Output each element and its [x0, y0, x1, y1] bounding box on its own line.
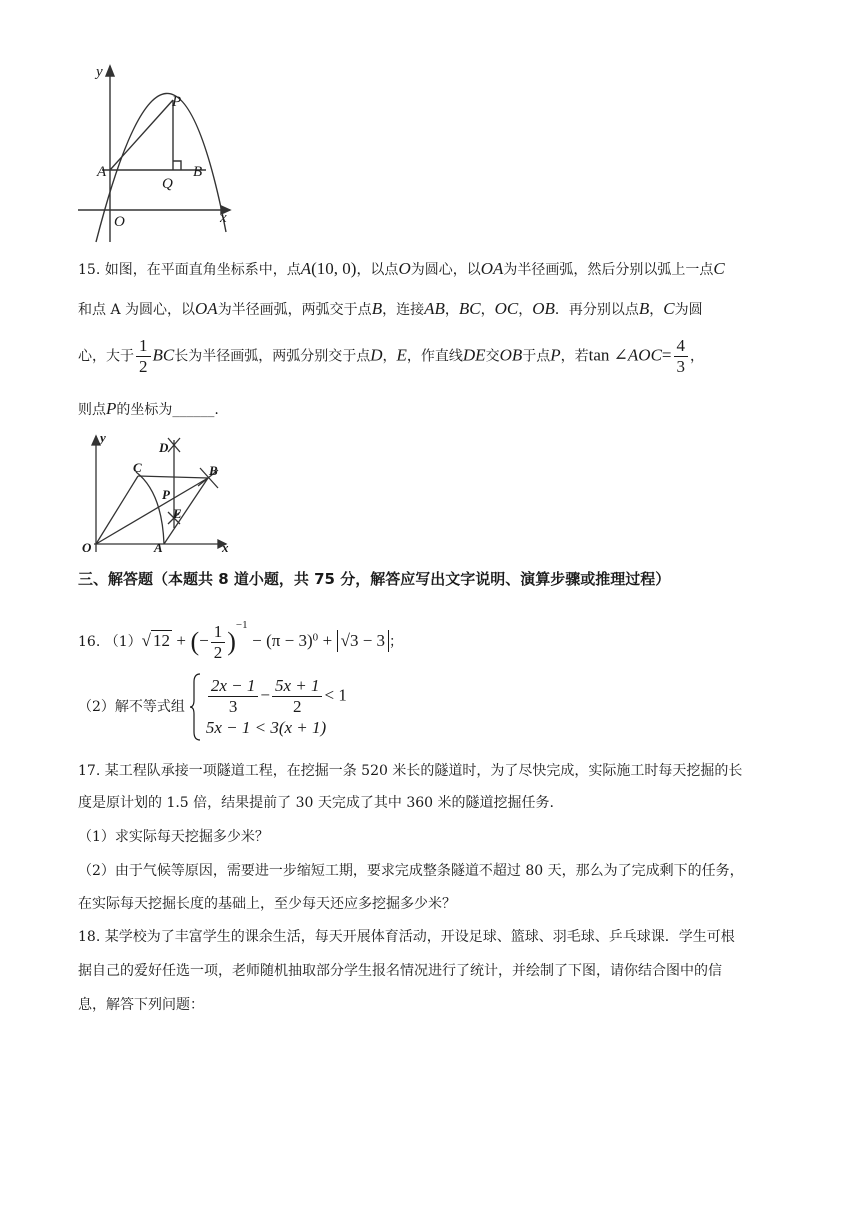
- construction-figure: [76, 428, 241, 556]
- q17-line2: 度是原计划的 1.5 倍，结果提前了 30 天完成了其中 360 米的隧道挖掘任务.: [78, 795, 554, 811]
- fig1-label-q: Q: [162, 176, 173, 192]
- fig1-label-a: A: [97, 164, 107, 180]
- q15-line3: 心，大于 $\frac{1}{2}$ BC长为半径画弧，两弧分别交于点D，E，作直线DE交OB于点P，若tan ∠AOC= $\frac{4}{3}$ ，: [78, 336, 704, 376]
- fig1-label-b: B: [193, 164, 203, 180]
- q17-part2-line1: （2）由于气候等原因，需要进一步缩短工期，要求完成整条隧道不超过 80 天，那么为了完成剩下的任务，: [78, 863, 744, 879]
- fig2-label-p: P: [162, 487, 170, 502]
- fig2-label-d: D: [159, 440, 169, 455]
- q15-line1: 15. 如图，在平面直角坐标系中，点A(10, 0)，以点O为圆心，以OA为半径画弧，然后分别以弧上一点C: [78, 259, 725, 278]
- q18-line2: 据自己的爱好任选一项，老师随机抽取部分学生报名情况进行了统计，并绘制了下图，请你结合图中的信: [78, 963, 722, 979]
- section-heading: 三、解答题（本题共 8 道小题，共 75 分，解答应写出文字说明、演算步骤或推理过程）: [78, 570, 671, 588]
- fig2-label-y: y: [100, 430, 106, 445]
- fig1-label-p: P: [172, 94, 182, 110]
- q16-part1: 16. （1）√ 12 + (− $\frac{1}{2}$ )$^{-1} - (\pi - 3)^0 + √3 - 3$ ；: [78, 619, 404, 662]
- q18-line1: 18. 某学校为了丰富学生的课余生活，每天开展体育活动，开设足球、篮球、羽毛球、乒乓球课．学生可根: [78, 929, 735, 945]
- fig1-label-x: x: [220, 210, 227, 226]
- q17-part2-line2: 在实际每天挖掘长度的基础上，至少每天还应多挖掘多少米？: [78, 896, 456, 912]
- fig2-label-x: x: [222, 540, 229, 555]
- parabola-figure: [70, 60, 240, 245]
- system-brace: [189, 672, 201, 742]
- q16-part2: （2）解不等式组 $\frac{2x - 1}{3}$ − $\frac{5x + 1}{2}$ < 1 5x − 1 < 3(x + 1): [78, 672, 778, 742]
- q18-line3: 息，解答下列问题：: [78, 997, 204, 1013]
- fig2-label-c: C: [133, 460, 142, 475]
- q17-part1: （1）求实际每天挖掘多少米？: [78, 829, 269, 845]
- fig2-label-b: B: [209, 463, 218, 478]
- fig1-label-o: O: [114, 214, 125, 230]
- fig1-label-y: y: [96, 64, 103, 80]
- fig2-label-a: A: [154, 540, 163, 555]
- fig2-label-o: O: [82, 540, 92, 555]
- q17-line1: 17. 某工程队承接一项隧道工程，在挖掘一条 520 米长的隧道时，为了尽快完成，实际施工时每天挖掘的长: [78, 763, 743, 779]
- q15-line4: 则点P的坐标为______.: [78, 399, 219, 418]
- q15-line2: 和点 A 为圆心，以OA为半径画弧，两弧交于点B，连接AB，BC，OC，OB．再分别以点B，C为圆: [78, 299, 703, 318]
- fig2-label-e: E: [173, 506, 182, 521]
